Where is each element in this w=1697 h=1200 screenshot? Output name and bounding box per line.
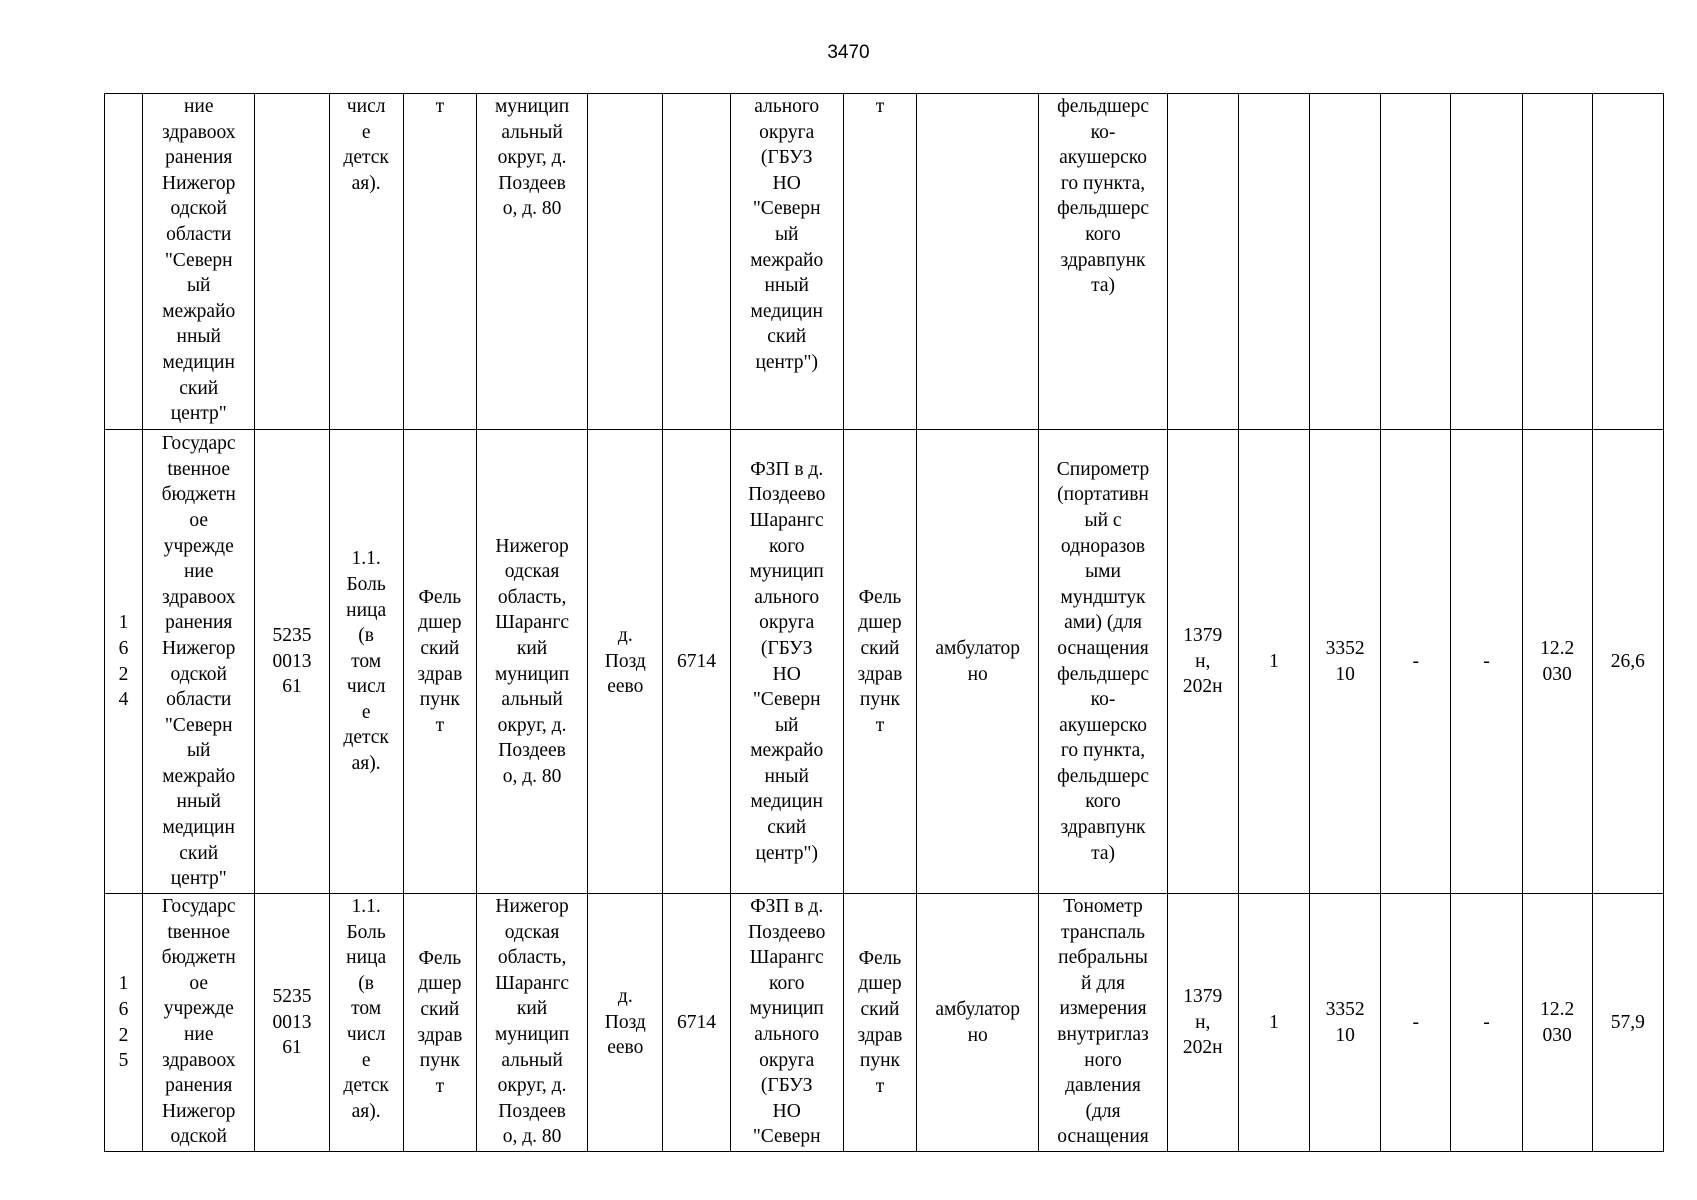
table-cell-unit-kind: Фель дшер ский здрав пунк т xyxy=(843,894,916,1152)
table-cell-unit-type: т xyxy=(403,94,476,430)
table-cell-quantity: 1 xyxy=(1238,430,1309,894)
table-cell-settlement: д. Позд еево xyxy=(588,430,663,894)
table-cell-dash-1: - xyxy=(1381,430,1451,894)
table-cell-facility-type: числ е детск ая). xyxy=(329,94,403,430)
table-cell-institution: ние здравоох ранения Нижегор одской области "Северн ый межрайо нный медицин ский центр" xyxy=(143,94,255,430)
table-cell-order: 1379 н, 202н xyxy=(1167,430,1238,894)
table-cell-equipment: Тонометр транспаль пебральны й для измерения внутриглаз ного давления (для оснащения xyxy=(1039,894,1167,1152)
table-cell-address: Нижегор одская область, Шарангс кий муницип альный округ, д. Поздеев о, д. 80 xyxy=(476,430,587,894)
table-cell-dash-2: - xyxy=(1451,430,1522,894)
table-cell-care-condition: амбулатор но xyxy=(917,894,1039,1152)
table-cell-code: 3352 10 xyxy=(1310,430,1381,894)
table-cell-population xyxy=(663,94,730,430)
table-cell-amount: 26,6 xyxy=(1592,430,1663,894)
table-row xyxy=(105,94,1664,430)
table-cell-unit-kind: т xyxy=(843,94,916,430)
table-cell-dash-2 xyxy=(1451,94,1522,430)
table-cell-amount: 57,9 xyxy=(1592,894,1663,1152)
table-cell-index: 1 6 2 4 xyxy=(105,430,143,894)
table-row xyxy=(105,894,1664,1152)
table-cell-index: 1 6 2 5 xyxy=(105,894,143,1152)
table-cell-unit-type: Фель дшер ский здрав пунк т xyxy=(403,430,476,894)
table-cell-equipment: фельдшерс ко- акушерско го пункта, фельдшерс кого здравпунк та) xyxy=(1039,94,1167,430)
table-cell-population: 6714 xyxy=(663,430,730,894)
table-cell-order: 1379 н, 202н xyxy=(1167,894,1238,1152)
table-cell-unit-name: ФЗП в д. Поздеево Шарангс кого муницип ального округа (ГБУЗ НО "Северн xyxy=(730,894,843,1152)
table-cell-code: 3352 10 xyxy=(1310,894,1381,1152)
table-cell-care-condition: амбулатор но xyxy=(917,430,1039,894)
table-cell-dash-1: - xyxy=(1381,894,1451,1152)
table-cell-facility-type: 1.1. Боль ница (в том числ е детск ая). xyxy=(329,430,403,894)
table-cell-unit-kind: Фель дшер ский здрав пунк т xyxy=(843,430,916,894)
table-cell-unit-name: ФЗП в д. Поздеево Шарангс кого муницип ального округа (ГБУЗ НО "Северн ый межрайо нный медицин ский центр") xyxy=(730,430,843,894)
table-cell-inn: 5235 0013 61 xyxy=(255,894,329,1152)
table-cell-quantity xyxy=(1238,94,1309,430)
table-cell-institution: Государс tвенное бюджетн ое учрежде ние здравоох ранения Нижегор одской xyxy=(143,894,255,1152)
table-cell-unit-type: Фель дшер ский здрав пунк т xyxy=(403,894,476,1152)
table-cell-quantity: 1 xyxy=(1238,894,1309,1152)
table-cell-code xyxy=(1310,94,1381,430)
table-cell-index xyxy=(105,94,143,430)
table-cell-settlement xyxy=(588,94,663,430)
table-cell-date xyxy=(1522,94,1592,430)
table-cell-facility-type: 1.1. Боль ница (в том числ е детск ая). xyxy=(329,894,403,1152)
table-cell-address: муницип альный округ, д. Поздеев о, д. 80 xyxy=(476,94,587,430)
table-cell-order xyxy=(1167,94,1238,430)
table-cell-institution: Государс tвенное бюджетн ое учрежде ние здравоох ранения Нижегор одской области "Северн ый межрайо нный медицин ский центр" xyxy=(143,430,255,894)
table-cell-care-condition xyxy=(917,94,1039,430)
table-cell-inn: 5235 0013 61 xyxy=(255,430,329,894)
table-cell-settlement: д. Позд еево xyxy=(588,894,663,1152)
table-row xyxy=(105,430,1664,894)
table-cell-date: 12.2 030 xyxy=(1522,894,1592,1152)
table-cell-dash-1 xyxy=(1381,94,1451,430)
table-cell-address: Нижегор одская область, Шарангс кий муницип альный округ, д. Поздеев о, д. 80 xyxy=(476,894,587,1152)
page-number: 3470 xyxy=(827,42,870,63)
data-table xyxy=(104,93,1664,1152)
table-cell-amount xyxy=(1592,94,1663,430)
table-cell-equipment: Спирометр (портативн ый с одноразов ыми мундштук ами) (для оснащения фельдшерс ко- акушерско го пункта, фельдшерс кого здравпунк та) xyxy=(1039,430,1167,894)
table-cell-population: 6714 xyxy=(663,894,730,1152)
table-cell-unit-name: ального округа (ГБУЗ НО "Северн ый межрайо нный медицин ский центр") xyxy=(730,94,843,430)
table-cell-inn xyxy=(255,94,329,430)
table-cell-date: 12.2 030 xyxy=(1522,430,1592,894)
table-cell-dash-2: - xyxy=(1451,894,1522,1152)
